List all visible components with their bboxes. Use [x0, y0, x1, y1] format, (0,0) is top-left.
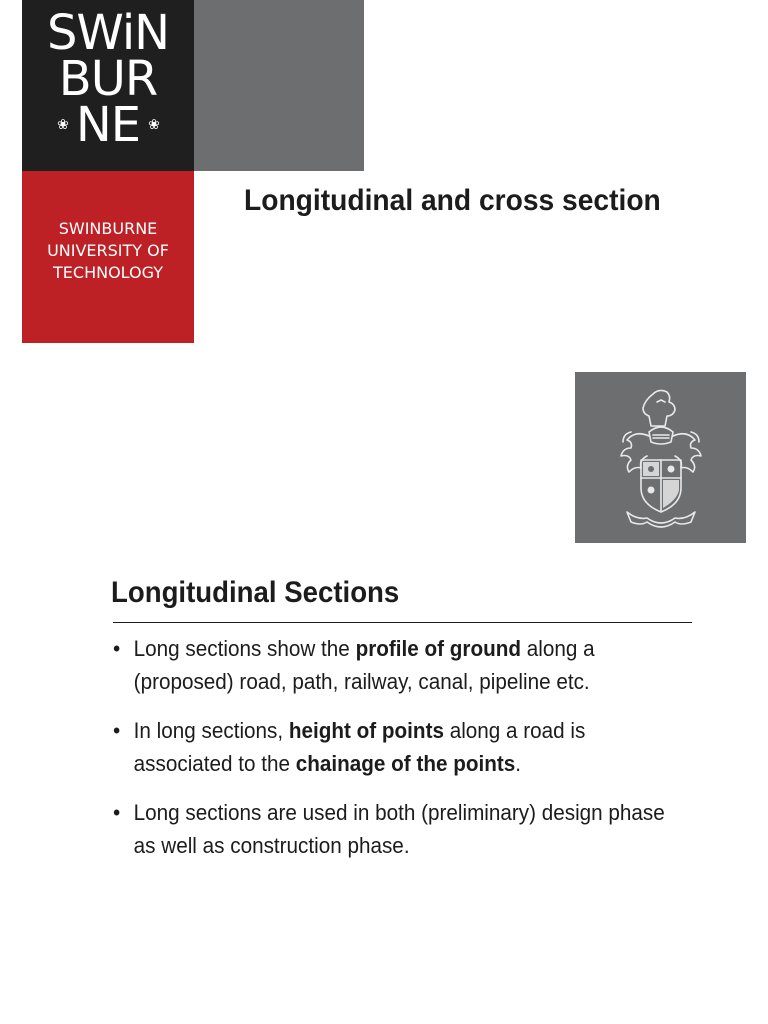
slide-title: Longitudinal and cross section [244, 184, 661, 217]
section-divider [113, 622, 692, 623]
logo-wordmark-line-1: SWiN [46, 5, 170, 61]
logo-wordmark-line-3: NE [75, 97, 141, 153]
list-item [113, 796, 677, 862]
header-gray-block [194, 0, 364, 171]
bullet-list [113, 632, 713, 878]
coat-of-arms-icon [575, 372, 746, 543]
swinburne-logo [22, 0, 194, 171]
bullet-text: Long sections are used in both (preliminary) design phase as well as construction phase. [133, 800, 665, 858]
bullet-bold-text: profile of ground [355, 636, 521, 661]
bullet-icon: • [113, 718, 121, 743]
university-name-line-3: TECHNOLOGY [53, 263, 163, 282]
university-name-line-2: UNIVERSITY OF [47, 241, 169, 260]
section-heading: Longitudinal Sections [111, 576, 400, 609]
bullet-bold-text: chainage of the points [295, 751, 516, 776]
bullet-text: along a (proposed) road, path, railway, canal, pipeline etc. [133, 636, 595, 694]
bullet-text: Long sections show the [133, 636, 356, 661]
bullet-icon: • [113, 800, 121, 825]
bullet-text: In long sections, [133, 718, 289, 743]
bullet-bold-text: height of points [288, 718, 444, 743]
bullet-icon: • [113, 636, 121, 661]
crest-panel [575, 372, 746, 543]
list-item [113, 714, 677, 780]
university-name-block [22, 171, 194, 343]
list-item [113, 632, 677, 698]
flower-icon-left: ❀ [57, 117, 68, 133]
bullet-text: along a road is associated to the [133, 718, 586, 776]
university-name [22, 218, 194, 284]
logo-wordmark-line-3-row [22, 97, 194, 153]
university-name-line-1: SWINBURNE [58, 219, 158, 238]
bullet-text: . [515, 751, 522, 776]
logo-wordmark-line-2: BUR [58, 51, 158, 107]
flower-icon-right: ❀ [148, 117, 159, 133]
